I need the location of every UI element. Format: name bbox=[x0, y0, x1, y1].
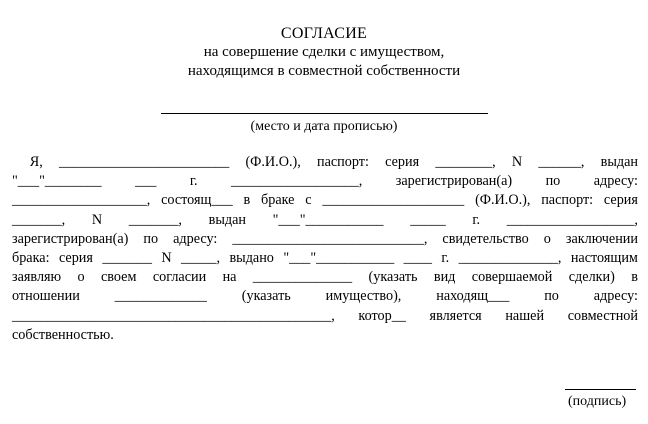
body-line bbox=[12, 191, 638, 210]
body-line bbox=[12, 249, 638, 268]
body-word: заключении bbox=[565, 230, 638, 247]
body-word: ______________ bbox=[252, 269, 353, 286]
body-word: "___"________ bbox=[12, 173, 102, 190]
body-word: по bbox=[544, 288, 559, 305]
signature-caption: (подпись) bbox=[568, 394, 627, 409]
body-word: имущество), bbox=[325, 288, 402, 305]
body-word: настоящим bbox=[570, 249, 638, 266]
body-word: совершаемой bbox=[471, 269, 553, 286]
body-line bbox=[12, 326, 638, 345]
body-word: _______, bbox=[12, 211, 66, 228]
document-title: СОГЛАСИЕ bbox=[280, 25, 368, 42]
body-word: с bbox=[305, 192, 312, 209]
body-word: котор__ bbox=[358, 307, 406, 324]
body-word: на bbox=[222, 269, 237, 286]
body-word: адресу: bbox=[593, 288, 638, 305]
body-word: в bbox=[243, 192, 251, 209]
body-word: брака: bbox=[12, 249, 50, 266]
body-word: отношении bbox=[12, 288, 80, 305]
body-word: ________, bbox=[435, 154, 496, 170]
body-line bbox=[12, 307, 638, 326]
body-word: ___________________, bbox=[12, 192, 151, 209]
body-line bbox=[12, 211, 638, 230]
body-word: (Ф.И.О.), bbox=[475, 192, 531, 209]
body-word: серия bbox=[603, 192, 638, 209]
body-word: собственностью. bbox=[12, 326, 114, 343]
body-word: нашей bbox=[505, 307, 545, 324]
body-word: ________________________ bbox=[58, 154, 230, 170]
body-word: браке bbox=[261, 192, 295, 209]
body-word: совместной bbox=[567, 307, 638, 324]
body-word: зарегистрирован(а) bbox=[395, 173, 513, 190]
body-word: г. bbox=[441, 249, 450, 266]
body-word: Я, bbox=[12, 154, 43, 170]
body-word: (Ф.И.О.), bbox=[245, 154, 301, 170]
body-word: паспорт: bbox=[541, 192, 594, 209]
body-word: г. bbox=[189, 173, 198, 190]
body-word: является bbox=[429, 307, 482, 324]
body-word: выдано bbox=[229, 249, 274, 266]
body-word: __________________, bbox=[506, 211, 638, 228]
body-word: в bbox=[631, 269, 638, 286]
body-word: (указать bbox=[241, 288, 291, 305]
body-word: _______ bbox=[102, 249, 152, 266]
body-word: "___"___________ bbox=[272, 211, 384, 228]
body-word: ____________________ bbox=[322, 192, 465, 209]
document-subtitle-line-1: на совершение сделки с имуществом, bbox=[203, 44, 445, 60]
body-word: своем bbox=[101, 269, 137, 286]
body-word: _____ bbox=[410, 211, 446, 228]
body-word: (указать bbox=[368, 269, 418, 286]
body-word: выдан bbox=[600, 154, 638, 170]
body-word: _______, bbox=[128, 211, 182, 228]
body-line bbox=[12, 172, 638, 191]
body-word: вид bbox=[433, 269, 456, 286]
body-word: свидетельство bbox=[442, 230, 529, 247]
body-word: ____ bbox=[403, 249, 432, 266]
body-word: серия bbox=[385, 154, 420, 170]
body-word: сделки) bbox=[568, 269, 615, 286]
body-word: о bbox=[543, 230, 551, 247]
place-date-caption: (место и дата прописью) bbox=[250, 119, 398, 134]
body-word: ______, bbox=[538, 154, 585, 170]
body-word: серия bbox=[58, 249, 93, 266]
body-word: адресу: bbox=[593, 173, 638, 190]
body-word: выдан bbox=[208, 211, 246, 228]
body-word: __________________, bbox=[231, 173, 363, 190]
body-word: по bbox=[143, 230, 159, 247]
body-word: N bbox=[91, 211, 103, 228]
body-word: адресу: bbox=[173, 230, 218, 247]
body-word: "___"___________ bbox=[283, 249, 395, 266]
body-line bbox=[12, 268, 638, 287]
consent-body-text bbox=[12, 153, 638, 345]
body-word: о bbox=[77, 269, 85, 286]
place-date-underline bbox=[161, 113, 488, 114]
body-word: ______________, bbox=[458, 249, 562, 266]
body-word: ___ bbox=[135, 173, 157, 190]
body-word: паспорт: bbox=[317, 154, 369, 170]
body-word: _____, bbox=[181, 249, 221, 266]
body-line bbox=[12, 230, 638, 249]
body-word: по bbox=[545, 173, 561, 190]
body-word: согласии bbox=[152, 269, 207, 286]
body-word: заявляю bbox=[12, 269, 62, 286]
body-word: состоящ___ bbox=[161, 192, 233, 209]
body-word: г. bbox=[472, 211, 481, 228]
body-line bbox=[12, 287, 638, 306]
body-word: _____________________________________________, bbox=[12, 307, 335, 324]
body-word: N bbox=[161, 249, 172, 266]
body-word: находящ___ bbox=[436, 288, 510, 305]
document-subtitle-line-2: находящимся в совместной собственности bbox=[187, 63, 461, 79]
body-word: _____________ bbox=[114, 288, 207, 305]
body-line bbox=[12, 153, 638, 172]
body-word: ___________________________, bbox=[232, 230, 428, 247]
signature-underline bbox=[565, 389, 636, 390]
body-word: N bbox=[511, 154, 523, 170]
body-word: зарегистрирован(а) bbox=[12, 230, 129, 247]
